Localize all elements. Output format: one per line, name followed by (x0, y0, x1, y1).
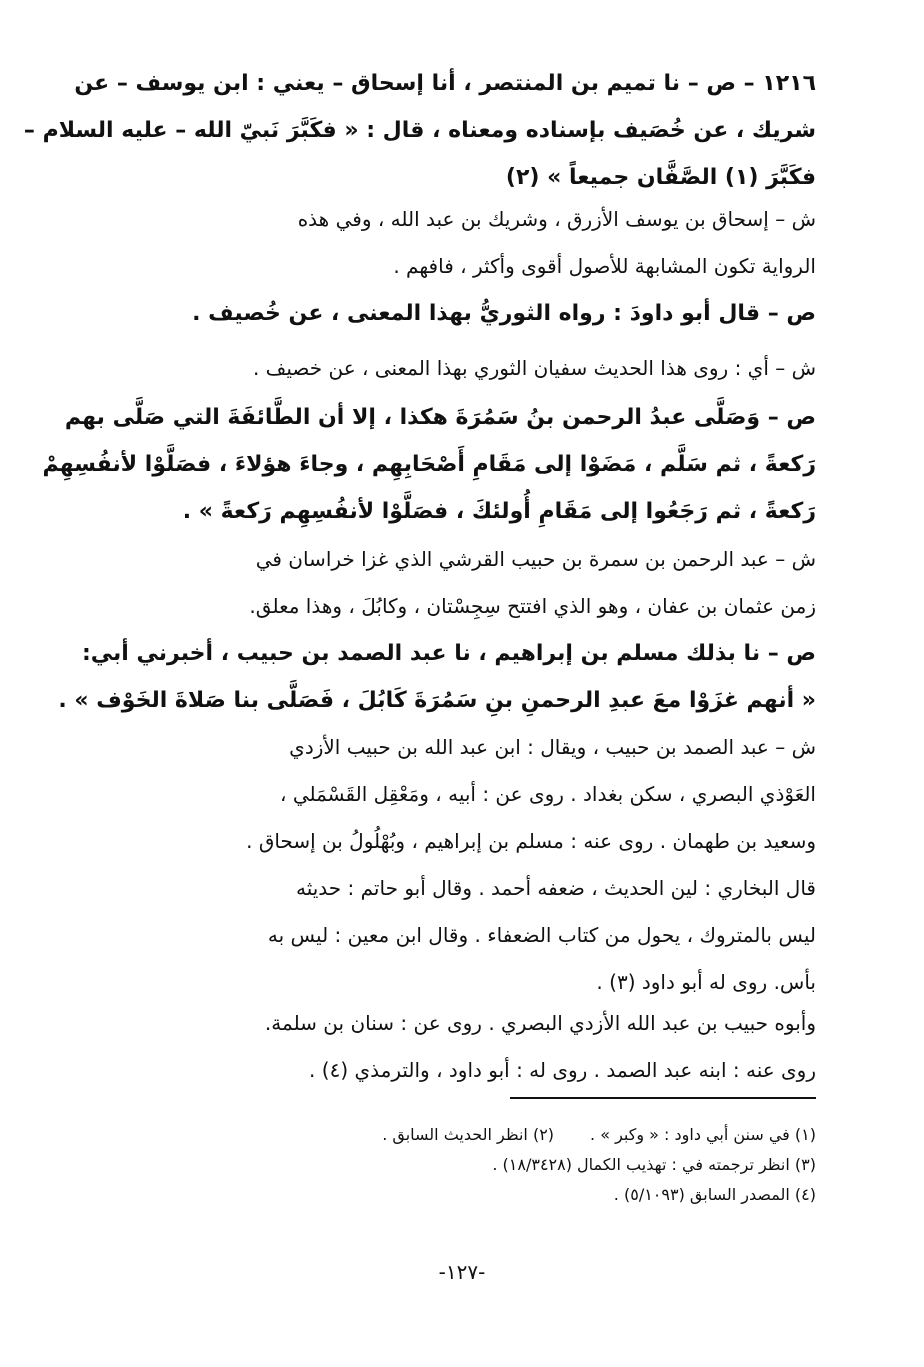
footnote-row (128, 1150, 816, 1180)
hadith-paragraph (23, 60, 816, 201)
text-line: زمن عثمان بن عفان ، وهو الذي افتتح سِجِسْتان ، وكابُلَ ، وهذا معلق. (249, 594, 816, 618)
text-line: ش – أي : روى هذا الحديث سفيان الثوري بهذا المعنى ، عن خصيف . (252, 356, 816, 380)
text-line: « أنهم غزَوْا معَ عبدِ الرحمنِ بنِ سَمُرَةَ كَابُلَ ، فَصَلَّى بنا صَلاةَ الخَوْف » . (58, 688, 816, 713)
text-line: وسعيد بن طهمان . روى عنه : مسلم بن إبراهيم ، وبُهْلُولُ بن إسحاق . (246, 829, 816, 853)
text-line: ص – وَصَلَّى عبدُ الرحمن بنُ سَمُرَةَ هكذا ، إلا أن الطَّائفَةَ التي صَلَّى بهم (64, 405, 816, 430)
text-line: رَكعةً ، ثم رَجَعُوا إلى مَقَامِ أُولئكَ ، فصَلَّوْا لأنفُسِهِم رَكعةً » . (182, 499, 816, 524)
text-line: بأس. روى له أبو داود (٣) . (596, 970, 816, 994)
footnotes (128, 1120, 816, 1210)
hadith-paragraph (42, 394, 816, 535)
text-line: شريك ، عن خُصَيف بإسناده ومعناه ، قال : « فكَبَّرَ نَبيّ الله – عليه السلام – (23, 118, 816, 143)
footnote-row (128, 1180, 816, 1210)
commentary-paragraph (128, 196, 816, 290)
text-line: ش – إسحاق بن يوسف الأزرق ، وشريك بن عبد الله ، وفي هذه (297, 207, 816, 231)
text-line: قال البخاري : لين الحديث ، ضعفه أحمد . وقال أبو حاتم : حديثه (295, 876, 816, 900)
footnote-separator (510, 1097, 816, 1099)
page-number: -١٢٧- (438, 1260, 486, 1284)
text-line: رَكعةً ، ثم سَلَّم ، مَضَوْا إلى مَقَامِ أَصْحَابِهِم ، وجاءَ هؤلاءَ ، فصَلَّوْا لأنفُسِهِمْ (42, 452, 816, 477)
footnote: (٤) المصدر السابق (٥/١٠٩٣) . (613, 1185, 816, 1204)
commentary-paragraph (128, 536, 816, 630)
text-line: ١٢١٦ – ص – نا تميم بن المنتصر ، أنا إسحاق – يعني : ابن يوسف – عن (74, 71, 816, 96)
text-line: ص – نا بذلك مسلم بن إبراهيم ، نا عبد الصمد بن حبيب ، أخبرني أبي: (81, 641, 816, 666)
text-line: الرواية تكون المشابهة للأصول أقوى وأكثر ، فافهم . (393, 254, 816, 278)
text-line: فكَبَّرَ (١) الصَّفَّان جميعاً » (٢) (505, 165, 816, 190)
footnote-row (128, 1120, 816, 1150)
commentary-paragraph (128, 724, 816, 1006)
footnote: (٢) انظر الحديث السابق . (382, 1125, 555, 1144)
text-line: ليس بالمتروك ، يحول من كتاب الضعفاء . وقال ابن معين : ليس به (267, 923, 816, 947)
hadith-paragraph (128, 290, 816, 337)
hadith-paragraph (58, 630, 816, 724)
text-line: ش – عبد الرحمن بن سمرة بن حبيب القرشي الذي غزا خراسان في (255, 547, 816, 571)
commentary-paragraph (128, 1000, 816, 1094)
text-line: ص – قال أبو داودَ : رواه الثوريُّ بهذا المعنى ، عن خُصيف . (192, 301, 816, 326)
text-line: روى عنه : ابنه عبد الصمد . روى له : أبو داود ، والترمذي (٤) . (309, 1058, 816, 1082)
footnote: (١) في سنن أبي داود : « وكبر » . (590, 1125, 816, 1144)
text-line: وأبوه حبيب بن عبد الله الأزدي البصري . روى عن : سنان بن سلمة. (264, 1011, 816, 1035)
text-line: ش – عبد الصمد بن حبيب ، ويقال : ابن عبد الله بن حبيب الأزدي (289, 735, 816, 759)
commentary-paragraph (128, 345, 816, 392)
text-line: العَوْذي البصري ، سكن بغداد . روى عن : أبيه ، ومَعْقِل القَسْمَلي ، (280, 782, 816, 806)
footnote: (٣) انظر ترجمته في : تهذيب الكمال (١٨/٣٤٢٨) . (492, 1155, 816, 1174)
